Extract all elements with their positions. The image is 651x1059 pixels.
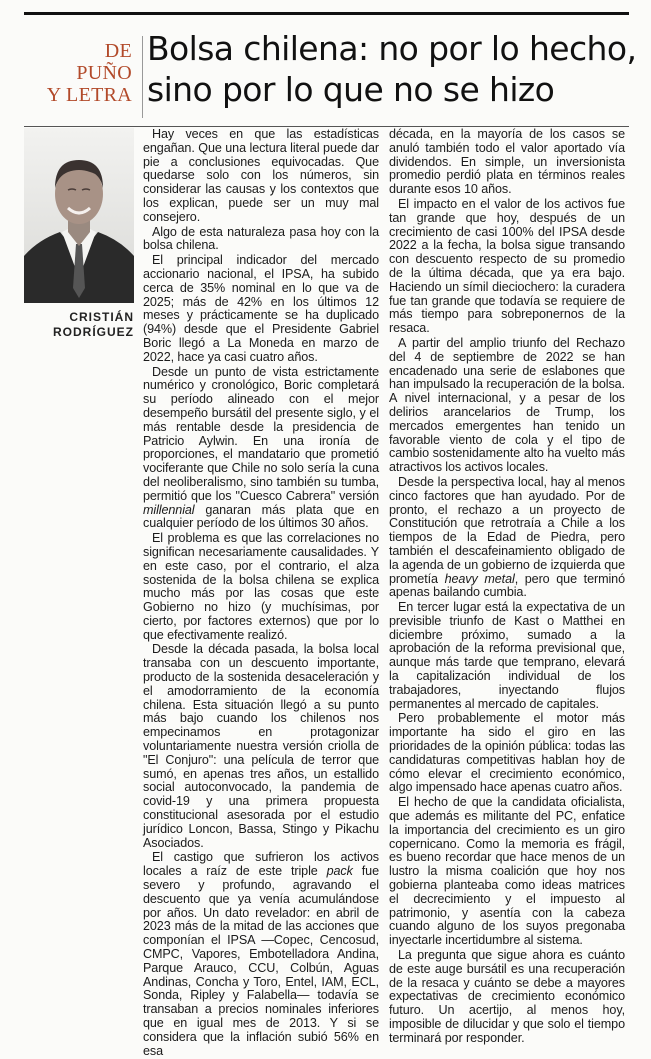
paragraph: Pero probablemente el motor más importante ha sido el giro en las prioridades de la opinión pública: todas las candidaturas competitivas hablan hoy de cómo elevar el crecimiento económico, algo impensado hace apenas cuatro años. xyxy=(389,711,625,795)
header-divider xyxy=(142,36,143,118)
text-run: , pero que terminó apenas bailando cumbia. xyxy=(389,571,625,600)
italic-run: millennial xyxy=(143,502,195,517)
section-label-line-2: PUÑO xyxy=(76,62,132,84)
text-run: El castigo que sufrieron los activos locales a raíz de este triple xyxy=(143,850,379,879)
text-run: Desde un punto de vista estrictamente numérico y cronológico, Boric completará su período alineado con el mejor desempeño bursátil del presente siglo, y el más rentable desde la presidencia de Patricio Aylwin. En una ironía de proporciones, el mandatario que prometió vociferante que Chile no solo sería la cuna del neoliberalismo, sino también su tumba, permitió que los "Cuesco Cabrera" versión xyxy=(143,364,379,503)
headline: Bolsa chilena: no por lo hecho, sino por lo que no se hizo xyxy=(147,29,637,109)
author-byline xyxy=(24,310,134,340)
text-run: Desde la perspectiva local, hay al menos cinco factores que han ayudado. Por de pronto, el rechazo a un proyecto de Constitución que retrotraía a Chile a los tiempos de la Edad de Piedra, pero también el descafeinamiento obligado de la agenda de un gobierno de izquierda que prometía xyxy=(389,474,625,586)
paragraph: El hecho de que la candidata oficialista, que además es militante del PC, enfatice la importancia del crecimiento es un giro copernicano. Como la memoria es frágil, es bueno recordar que hace menos de un lustro la misma coalición que hoy nos gobierna planteaba como ideas matrices el decrecimiento y el impuesto al patrimonio, y asentía con la cabeza cuando alguno de los suyos pregonaba inyectarle incertidumbre al sistema. xyxy=(389,795,625,948)
paragraph: Algo de esta naturaleza pasa hoy con la bolsa chilena. xyxy=(143,224,379,253)
top-rule xyxy=(24,12,629,15)
author-last-name: RODRÍGUEZ xyxy=(53,325,134,339)
text-column-2 xyxy=(389,128,625,1047)
paragraph: década, en la mayoría de los casos se anuló también todo el valor aportado vía dividendos. En simple, un inversionista promedio perdió plata en términos reales durante esos 10 años. xyxy=(389,127,625,197)
section-label-line-3: Y LETRA xyxy=(46,84,132,106)
section-label xyxy=(40,40,132,106)
paragraph: Hay veces en que las estadísticas engañan. Que una lectura literal puede dar pie a conclusiones equivocadas. Que quedarse solo con los números, sin considerar las causas y los contextos que los explican, puede ser un muy mal consejero. xyxy=(143,127,379,224)
text-column-1 xyxy=(143,128,379,1059)
paragraph xyxy=(389,476,625,600)
italic-run: pack xyxy=(326,864,353,879)
paragraph xyxy=(143,366,379,532)
paragraph: En tercer lugar está la expectativa de un previsible triunfo de Kast o Matthei en diciembre próximo, sumado a la aprobación de la reforma previsional que, aunque más tarde que temprano, elevará la capitalización individual de los trabajadores, inyectando flujos permanentes al mercado de capitales. xyxy=(389,600,625,711)
author-first-name: CRISTIÁN xyxy=(69,310,134,324)
paragraph: El problema es que las correlaciones no significan necesariamente causalidades. Y en este caso, por el contrario, el alza sostenida de la bolsa chilena se explica mucho más por las cosas que este Gobierno no hizo (y muchísimas, por cierto, por factores externos) que por lo que efectivamente realizó. xyxy=(143,531,379,642)
paragraph: Desde la década pasada, la bolsa local transaba con un descuento importante, producto de la sostenida desaceleración y el amodorramiento de la economía chilena. Esta situación llegó a su punto más bajo cuando los chilenos nos empecinamos en protagonizar voluntariamente nuestra versión criolla de "El Conjuro": una película de terror que sumó, en apenas tres años, un estallido social autoconvocado, la pandemia de covid-19 y una primera propuesta constitucional asesorada por el estudio jurídico Loncon, Bassa, Stingo y Pikachu Asociados. xyxy=(143,642,379,850)
paragraph xyxy=(143,851,379,1058)
paragraph: El impacto en el valor de los activos fue tan grande que hoy, después de un crecimiento de casi 100% del IPSA desde 2022 a la fecha, la bolsa sigue transando con descuento respecto de su promedio de la última década, que ya era bajo. Haciendo un símil dieciochero: la curadera fue tan grande que todavía se requiere de más tiempo para sobreponernos de la resaca. xyxy=(389,196,625,336)
italic-run: heavy metal xyxy=(444,571,515,586)
section-label-line-1: DE xyxy=(104,40,132,62)
paragraph: El principal indicador del mercado accionario nacional, el IPSA, ha subido cerca de 35% nominal en lo que va de 2025; más de 42% en los últimos 12 meses y prácticamente se ha duplicado (94%) desde que el Presidente Gabriel Boric llegó a La Moneda en marzo de 2022, hace ya casi cuatro años. xyxy=(143,253,379,364)
paragraph: A partir del amplio triunfo del Rechazo del 4 de septiembre de 2022 se han encadenado una serie de eslabones que han impulsado la recuperación de la bolsa. A nivel internacional, y a pesar de los delirios arancelarios de Trump, los mercados emergentes han tenido un favorable viento de cola y el tipo de cambio sostenidamente alto ha vuelto más atractivos los activos locales. xyxy=(389,335,625,475)
paragraph: La pregunta que sigue ahora es cuánto de este auge bursátil es una recuperación de la resaca y cuánto se debe a mayores expectativas de crecimiento económico futuro. Un acertijo, al menos hoy, imposible de dilucidar y que solo el tiempo terminará por responder. xyxy=(389,948,625,1045)
text-run: ganaran más plata que en cualquier período de los últimos 30 años. xyxy=(143,502,379,531)
text-run: fue severo y profundo, agravando el descuento que ya venía acumulándose por años. Un dato revelador: en abril de 2023 más de la mitad de las acciones que componían el IPSA —Copec, Cencosud, CMPC, Vapores, Embotelladora Andina, Parque Arauco, CCU, Colbún, Aguas Andinas, Concha y Toro, Entel, IAM, ECL, Sonda, Ripley y Falabella— todavía se transaban a precios nominales inferiores que en igual mes de 2013. Y si se considera que la inflación subió 56% en esa xyxy=(143,864,379,1058)
author-photo xyxy=(24,128,134,303)
